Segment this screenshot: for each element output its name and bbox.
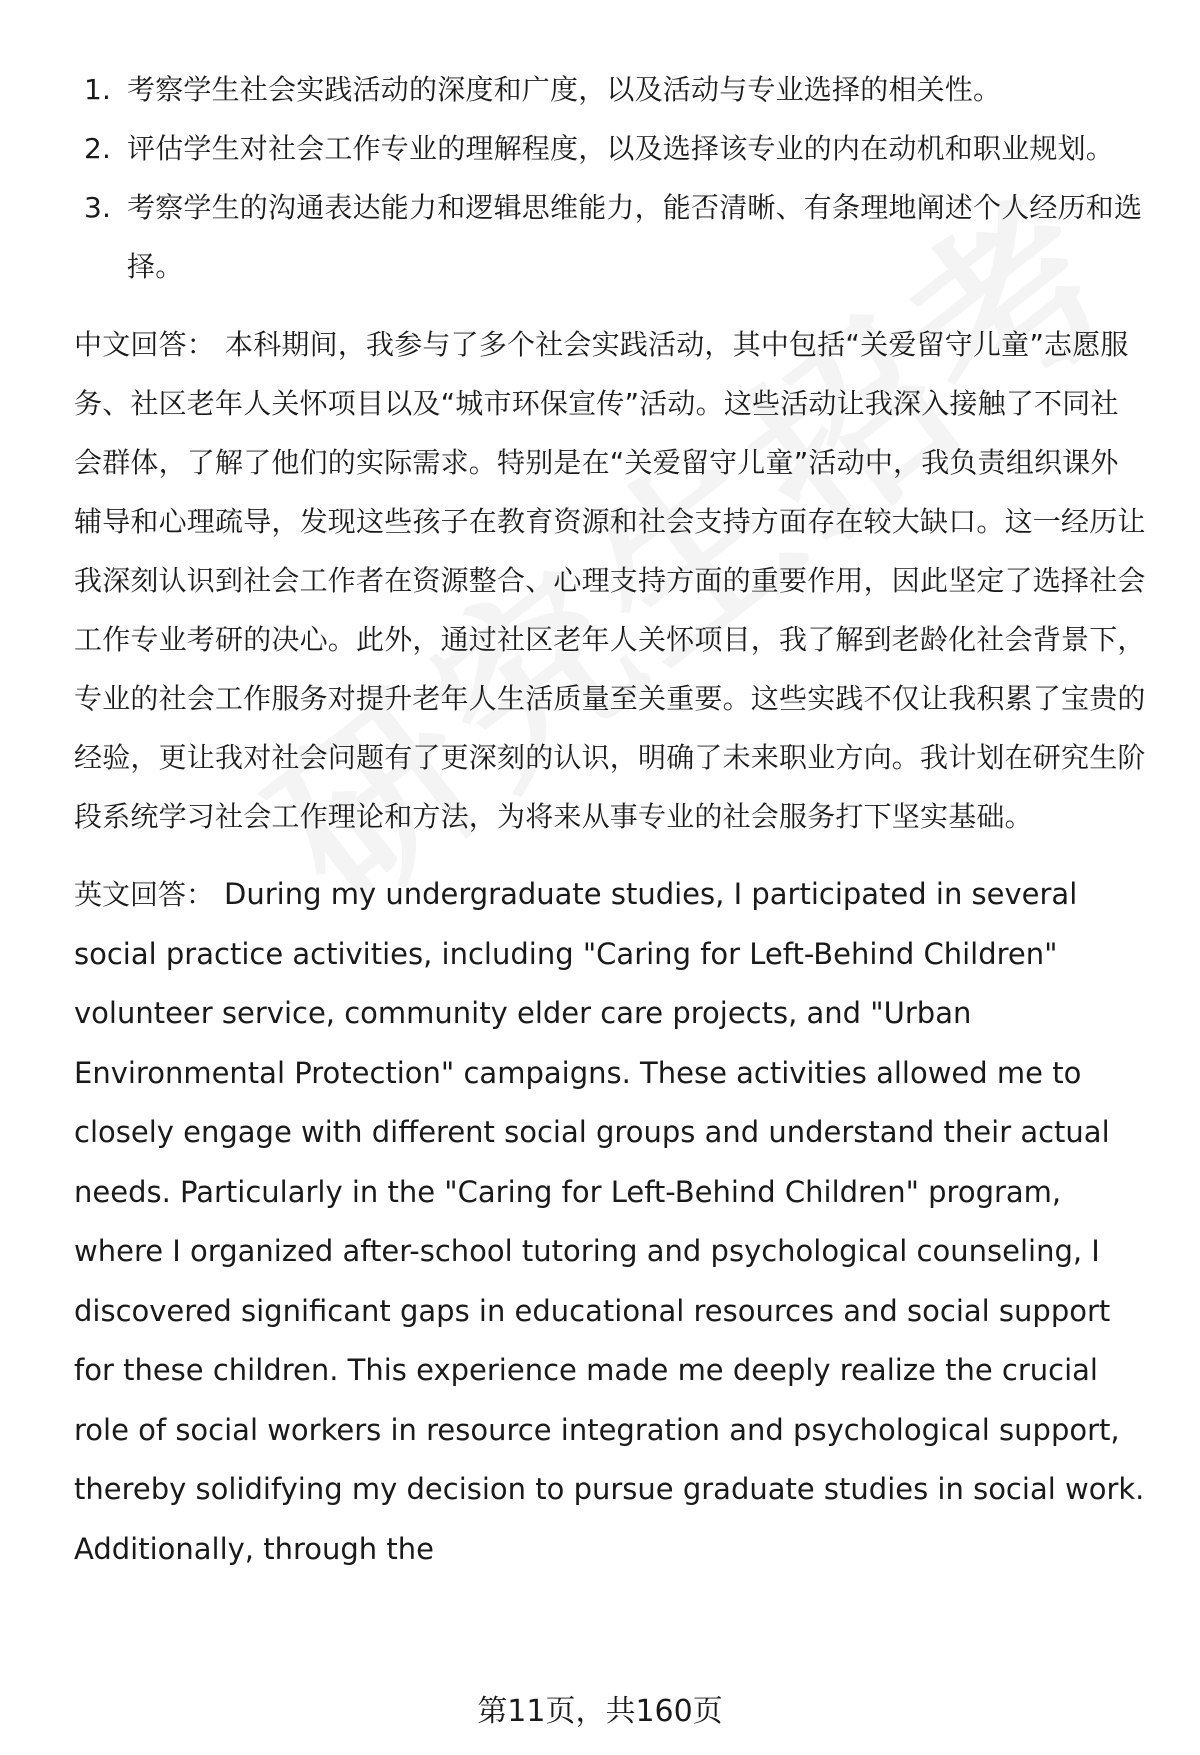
list-number: 3.: [84, 191, 112, 224]
list-number: 1.: [84, 73, 112, 106]
criteria-list: [74, 60, 1146, 296]
list-item: [74, 178, 1146, 296]
list-item-text: 评估学生对社会工作专业的理解程度，以及选择该专业的内在动机和职业规划。: [127, 132, 1115, 165]
english-answer-paragraph: [74, 865, 1146, 1579]
page-content: [74, 60, 1146, 1579]
list-item-text: 考察学生社会实践活动的深度和广度，以及活动与专业选择的相关性。: [127, 73, 1002, 106]
list-item: [74, 60, 1146, 119]
page-number-footer: 第11页，共160页: [477, 1694, 723, 1729]
chinese-answer-label: 中文回答：: [74, 328, 216, 361]
chinese-answer-paragraph: [74, 315, 1146, 846]
chinese-answer-text: 本科期间，我参与了多个社会实践活动，其中包括“关爱留守儿童”志愿服务、社区老年人关怀项目以及“城市环保宣传”活动。这些活动让我深入接触了不同社会群体，了解了他们的实际需求。特别是在“关爱留守儿童”活动中，我负责组织课外辅导和心理疏导，发现这些孩子在教育资源和社会支持方面存在较大缺口。这一经历让我深刻认识到社会工作者在资源整合、心理支持方面的重要作用，因此坚定了选择社会工作专业考研的决心。此外，通过社区老年人关怀项目，我了解到老龄化社会背景下，专业的社会工作服务对提升老年人生活质量至关重要。这些实践不仅让我积累了宝贵的经验，更让我对社会问题有了更深刻的认识，明确了未来职业方向。我计划在研究生阶段系统学习社会工作理论和方法，为将来从事专业的社会服务打下坚实基础。: [74, 328, 1146, 833]
list-item-text: 考察学生的沟通表达能力和逻辑思维能力，能否清晰、有条理地阐述个人经历和选择。: [127, 191, 1143, 283]
english-answer-text: During my undergraduate studies, I participated in several social practice activities, including "Caring for Left-Behind Children" volunteer service, community elder care projects, and "Urban Environmental Protection" campaigns. These activities allowed me to closely engage with different social groups and understand their actual needs. Particularly in the "Caring for Left-Behind Children" program, where I organized after-school tutoring and psychological counseling, I discovered significant gaps in educational resources and social support for these children. This experience made me deeply realize the crucial role of social workers in resource integration and psychological support, thereby solidifying my decision to pursue graduate studies in social work. Additionally, through the: [74, 877, 1145, 1566]
english-answer-label: 英文回答：: [74, 878, 215, 911]
list-number: 2.: [84, 132, 112, 165]
list-item: [74, 119, 1146, 178]
